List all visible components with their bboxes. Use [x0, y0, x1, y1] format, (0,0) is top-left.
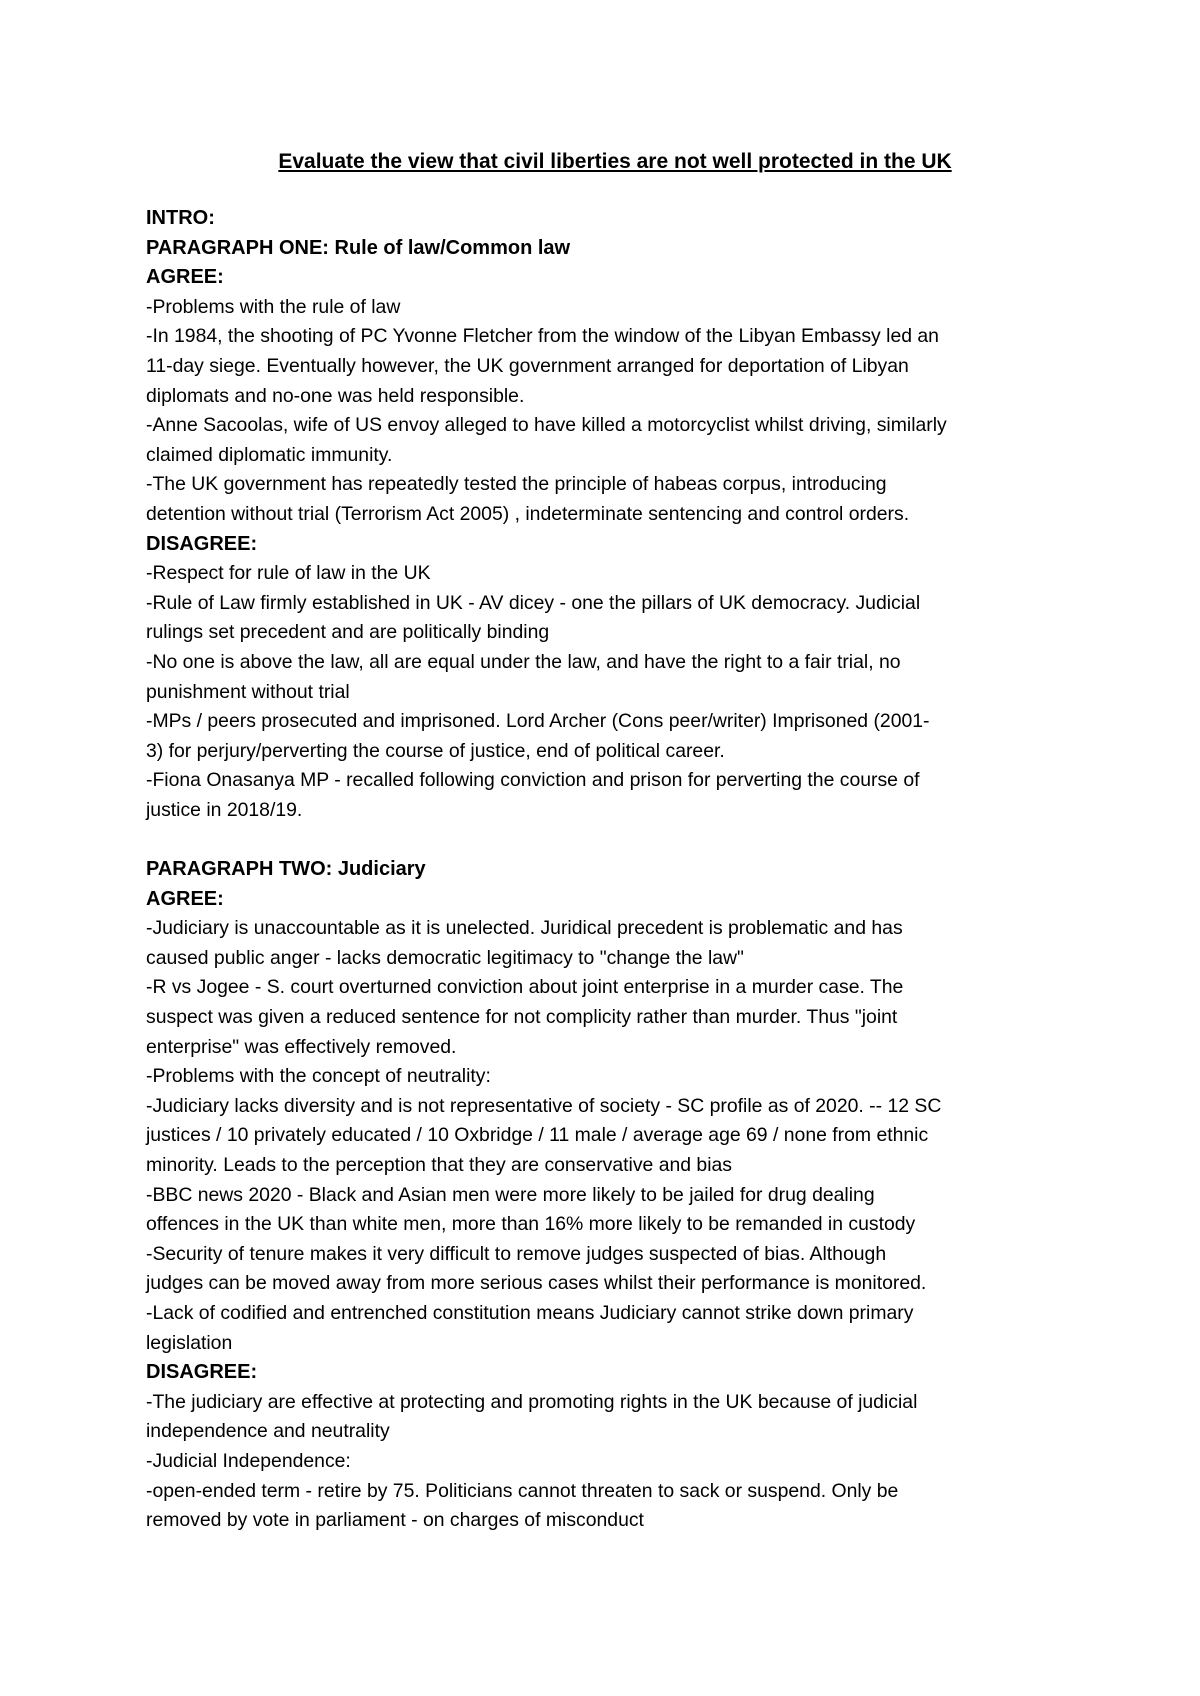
body-text-line: -Judicial Independence: [146, 1449, 351, 1472]
document-body [146, 204, 1072, 1536]
section-heading: INTRO: [146, 207, 215, 229]
body-text-line: claimed diplomatic immunity. [146, 443, 393, 466]
body-text-line: detention without trial (Terrorism Act 2005) , indeterminate sentencing and control orders. [146, 502, 910, 525]
section-heading: PARAGRAPH TWO: Judiciary [146, 858, 426, 881]
section-heading: AGREE: [146, 266, 224, 289]
body-text-line: -Problems with the concept of neutrality: [146, 1065, 491, 1088]
body-text-line: diplomats and no-one was held responsible. [146, 384, 525, 407]
body-text-line: -Judiciary is unaccountable as it is unelected. Juridical precedent is problematic and has [146, 917, 903, 940]
body-text-line: -Fiona Onasanya MP - recalled following conviction and prison for perverting the course of [146, 769, 920, 792]
body-text-line: 11-day siege. Eventually however, the UK government arranged for deportation of Libyan [146, 354, 909, 377]
document-title: Evaluate the view that civil liberties are not well protected in the UK [278, 150, 952, 173]
body-text-line: enterprise" was effectively removed. [146, 1035, 457, 1058]
body-text-line: -Lack of codified and entrenched constitution means Judiciary cannot strike down primary [146, 1301, 914, 1324]
body-text-line: judges can be moved away from more serious cases whilst their performance is monitored. [146, 1272, 927, 1295]
body-text-line: -Anne Sacoolas, wife of US envoy alleged to have killed a motorcyclist whilst driving, similarly [146, 414, 947, 437]
body-text-line: 3) for perjury/perverting the course of justice, end of political career. [146, 739, 725, 762]
body-text-line: independence and neutrality [146, 1420, 390, 1443]
body-text-line: minority. Leads to the perception that they are conservative and bias [146, 1154, 733, 1176]
body-text-line: -Respect for rule of law in the UK [146, 562, 431, 585]
body-text-line: justices / 10 privately educated / 10 Oxbridge / 11 male / average age 69 / none from ethnic [146, 1124, 929, 1147]
section-heading: DISAGREE: [146, 532, 258, 555]
body-text-line: -Rule of Law firmly established in UK - AV dicey - one the pillars of UK democracy. Judicial [146, 591, 921, 614]
body-text-line: caused public anger - lacks democratic legitimacy to "change the law" [146, 946, 744, 969]
body-text-line: -Judiciary lacks diversity and is not representative of society - SC profile as of 2020. -- 12 SC [146, 1094, 942, 1117]
section-heading: AGREE: [146, 887, 224, 910]
body-text-line: -open-ended term - retire by 75. Politicians cannot threaten to sack or suspend. Only be [146, 1479, 899, 1502]
body-text-line: -The UK government has repeatedly tested the principle of habeas corpus, introducing [146, 473, 887, 496]
blank-line [146, 825, 1072, 855]
body-text-line: -R vs Jogee - S. court overturned conviction about joint enterprise in a murder case. The [146, 976, 904, 999]
body-text-line: -BBC news 2020 - Black and Asian men were more likely to be jailed for drug dealing [146, 1183, 875, 1206]
body-text-line: -In 1984, the shooting of PC Yvonne Fletcher from the window of the Libyan Embassy led an [146, 325, 939, 348]
body-text-line: -Problems with the rule of law [146, 295, 401, 318]
body-text-line: rulings set precedent and are politically binding [146, 621, 550, 644]
body-text-line: -The judiciary are effective at protecting and promoting rights in the UK because of judicial [146, 1390, 918, 1413]
section-heading: DISAGREE: [146, 1361, 258, 1384]
body-text-line: offences in the UK than white men, more than 16% more likely to be remanded in custody [146, 1213, 916, 1236]
body-text-line: -Security of tenure makes it very difficult to remove judges suspected of bias. Although [146, 1242, 887, 1265]
body-text-line: suspect was given a reduced sentence for not complicity rather than murder. Thus "joint [146, 1006, 898, 1029]
body-text-line: justice in 2018/19. [146, 798, 303, 821]
body-text-line: -No one is above the law, all are equal under the law, and have the right to a fair trial, no [146, 650, 901, 673]
body-text-line: -MPs / peers prosecuted and imprisoned. Lord Archer (Cons peer/writer) Imprisoned (2001- [146, 710, 930, 733]
section-heading: PARAGRAPH ONE: Rule of law/Common law [146, 236, 571, 259]
body-text-line: punishment without trial [146, 680, 350, 703]
body-text-line: removed by vote in parliament - on charges of misconduct [146, 1509, 644, 1532]
body-text-line: legislation [146, 1331, 233, 1354]
